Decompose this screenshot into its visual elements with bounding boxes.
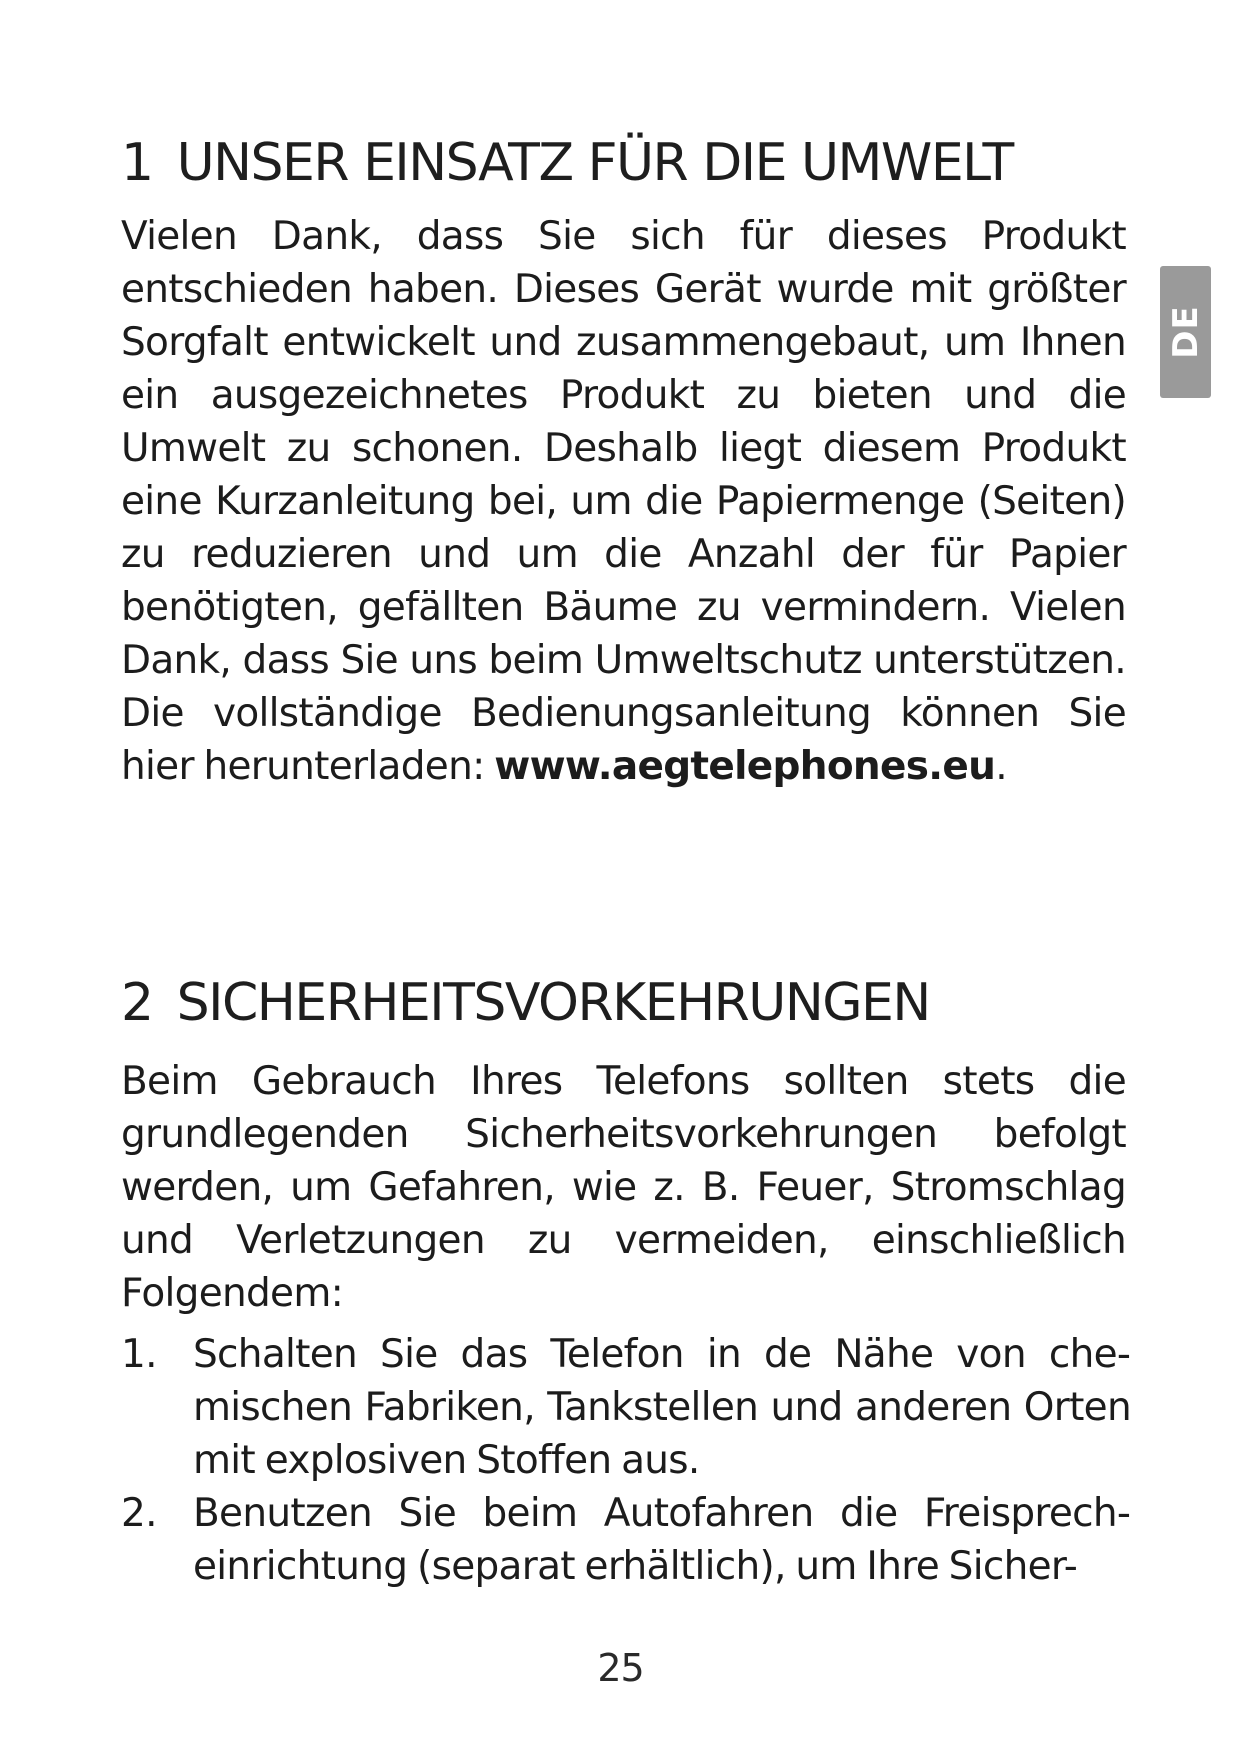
section-2-body: Beim Gebrauch Ihres Telefons sollten stets die grundlegenden Sicherheitsvorkehrungen befolgt werden, um Gefahren, wie z. B. Feuer, Stromschlag und Verletzungen zu vermeiden, einschließlich Folgendem:	[121, 1059, 1126, 1316]
list-item	[121, 1487, 1131, 1593]
safety-list	[121, 1328, 1131, 1593]
website-link-suffix: .	[995, 744, 1007, 789]
section-1-text: Vielen Dank, dass Sie sich für dieses Produkt entschieden haben. Dieses Gerät wurde mit größter Sorgfalt entwickelt und zusammengebaut, um Ihnen ein ausgezeichnetes Produkt zu bieten und die Umwelt zu schonen. Deshalb liegt diesem Produkt eine Kurzanleitung bei, um die Papiermenge (Seiten) zu reduzieren und um die Anzahl der für Papier benötigten, gefällten Bäume zu vermindern. Vielen Dank, dass Sie uns beim Umweltschutz unterstützen. Die vollständige Bedienungsanleitung können Sie hier herunterladen:	[121, 214, 1126, 789]
list-item	[121, 1328, 1131, 1487]
section-1-heading	[121, 133, 1013, 193]
section-2-title: SICHERHEITSVORKEHRUNGEN	[176, 973, 930, 1033]
website-link: www.aegtelephones.eu	[494, 744, 996, 789]
list-item-marker: 1.	[121, 1332, 157, 1377]
language-tab	[1160, 266, 1211, 398]
section-1-number: 1	[121, 133, 153, 193]
language-tab-label: DE	[1165, 305, 1206, 359]
section-1-body	[121, 210, 1126, 793]
section-1-title: UNSER EINSATZ FÜR DIE UMWELT	[176, 133, 1013, 193]
list-item-text: Schalten Sie das Telefon in de Nähe von chemischen Fabriken, Tankstellen und anderen Orten mit explosiven Stoffen aus.	[193, 1332, 1131, 1483]
section-2-number: 2	[121, 973, 153, 1033]
list-item-marker: 2.	[121, 1491, 157, 1536]
list-item-text: Benutzen Sie beim Autofahren die Freisprecheinrichtung (separat erhältlich), um Ihre Sicher-	[193, 1491, 1131, 1589]
section-2-heading	[121, 973, 930, 1033]
page-number: 25	[597, 1646, 644, 1690]
